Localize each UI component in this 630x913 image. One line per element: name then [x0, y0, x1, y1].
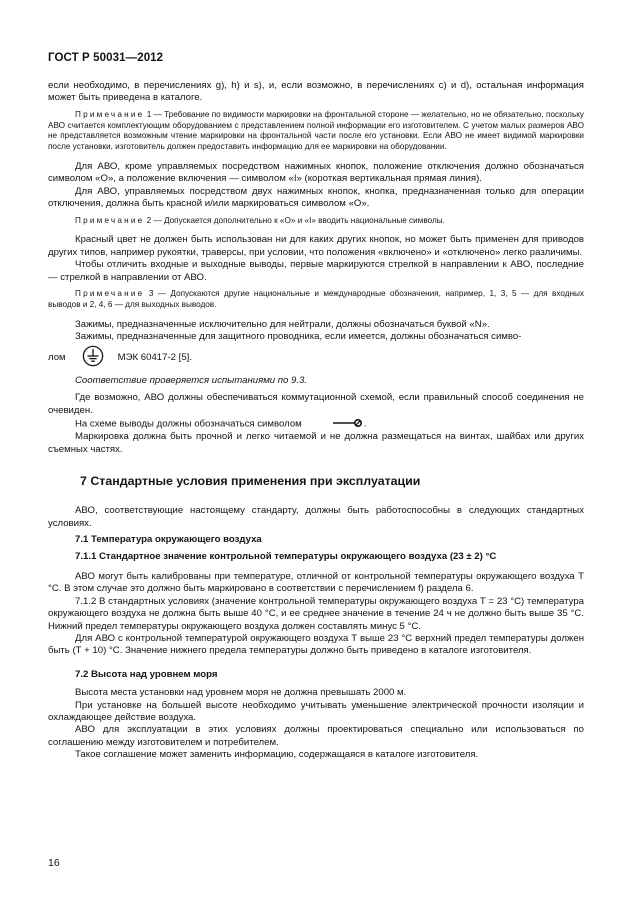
page-content — [48, 80, 584, 762]
paragraph: Где возможно, АВО должны обеспечиваться коммутационной схемой, если правильный способ соединения не очевиден. — [48, 392, 584, 416]
paragraph: Для АВО, управляемых посредством двух нажимных кнопок, кнопка, предназначенная только для операции отключения, должна быть красной и/или маркироваться символом «О». — [48, 185, 584, 210]
paragraph: если необходимо, в перечислениях g), h) и s), и, если возможно, в перечислениях c) и d), остальная информация может быть приведена в каталоге. — [48, 80, 584, 104]
note-2 — [48, 216, 584, 227]
paragraph: 7.1.2 В стандартных условиях (значение контрольной температуры окружающего воздуха Т = 23 °С) температура окружающего воздуха не должна быть выше 40 °С, и ее среднее значение в течение 24 ч не должно быть выше 35 °С. Нижний предел температуры окружающего воздуха должен составлять минус 5 °С. — [48, 595, 584, 632]
note-text: 2 — Допускается дополнительно к «О» и «I» вводить национальные символы. — [144, 215, 445, 225]
paragraph: Маркировка должна быть прочной и легко читаемой и не должна размещаться на винтах, шайбах или других съемных частях. — [48, 431, 584, 455]
paragraph: Красный цвет не должен быть использован ни для каких других кнопок, но может быть применен для приводов других типов, например рукоятки, траверсы, при условии, что положения «включено» и «отключено» легко различимы. — [48, 234, 584, 258]
paragraph: На схеме выводы должны обозначаться символом — [75, 418, 302, 430]
paragraph: Для АВО, кроме управляемых посредством нажимных кнопок, положение отключения должно обозначаться символом «О», а положение включения — символом «I» (короткая вертикальная прямая линия). — [48, 161, 584, 185]
page-header: ГОСТ Р 50031—2012 — [48, 52, 164, 64]
paragraph: Высота места установки над уровнем моря не должна превышать 2000 м. — [75, 687, 407, 699]
protective-earth-icon — [82, 345, 104, 371]
note-3 — [48, 289, 584, 311]
terminal-symbol-icon — [306, 417, 363, 431]
paragraph-italic: Соответствие проверяется испытаниями по 9.3. — [75, 374, 308, 386]
paragraph: Чтобы отличить входные и выходные выводы, первые маркируются стрелкой в направлении к АВО, последние — стрелкой в направлении от АВО. — [48, 259, 584, 283]
subsection-heading: 7.2 Высота над уровнем моря — [75, 668, 218, 680]
terminal-symbol-line — [48, 417, 584, 431]
paragraph: Такое соглашение может заменить информацию, содержащаяся в каталоге изготовителя. — [75, 749, 479, 761]
paragraph: Зажимы, предназначенные для защитного проводника, если имеется, должны обозначаться симво- — [75, 331, 522, 343]
paragraph: Зажимы, предназначенные исключительно для нейтрали, должны обозначаться буквой «N». — [75, 318, 490, 330]
subsection-heading: 7.1 Температура окружающего воздуха — [75, 534, 262, 546]
paragraph: АВО, соответствующие настоящему стандарту, должны быть работоспособны в следующих стандартных условиях. — [48, 505, 584, 529]
page-number: 16 — [48, 857, 60, 869]
note-1 — [48, 110, 584, 153]
paragraph-continuation: лом — [48, 352, 66, 364]
note-text: 3 — Допускаются другие национальные и международные обозначения, например, 1, 3, 5 — для входных выводов и 2, 4, 6 — для выходных выводов. — [48, 289, 584, 309]
note-label: Примечание — [75, 289, 145, 299]
paragraph: При установке на большей высоте необходимо учитывать уменьшение электрической прочности изоляции и охлаждающее действие воздуха. — [48, 699, 584, 723]
note-label: Примечание — [75, 109, 145, 119]
period: . — [363, 418, 367, 430]
earth-symbol-line — [48, 345, 584, 371]
note-text: 1 — Требование по видимости маркировки на фронтальной стороне — желательно, но не обязательно, поскольку АВО считается комплектующим оборудованием с представлением полной информации его изготовителем. С учетом малых размеров АВО не представляется возможным чтение маркировки на фронтальной части после его установки. Если АВО не имеет видимой маркировки после установки, изготовитель должен предоставить информацию для ее маркировки на оборудовании. — [48, 109, 584, 152]
reference: МЭК 60417-2 [5]. — [117, 352, 192, 364]
note-label: Примечание — [75, 215, 145, 225]
paragraph: АВО для эксплуатации в этих условиях должны проектироваться специально или использоваться по соглашению между изготовителем и потребителем. — [48, 724, 584, 748]
section-heading: 7 Стандартные условия применения при эксплуатации — [80, 474, 421, 489]
subsection-heading: 7.1.1 Стандартное значение контрольной температуры окружающего воздуха (23 ± 2) °С — [75, 550, 497, 562]
paragraph: Для АВО с контрольной температурой окружающего воздуха Т выше 23 °С верхний предел температуры должен быть (Т + 10) °С. Значение нижнего предела температуры должно быть приведено в каталоге изготовителя. — [48, 632, 584, 657]
paragraph: АВО могут быть калиброваны при температуре, отличной от контрольной температуры окружающего воздуха Т °С. В этом случае это должно быть маркировано в соответствии с перечислением f) раздела 6. — [48, 570, 584, 595]
